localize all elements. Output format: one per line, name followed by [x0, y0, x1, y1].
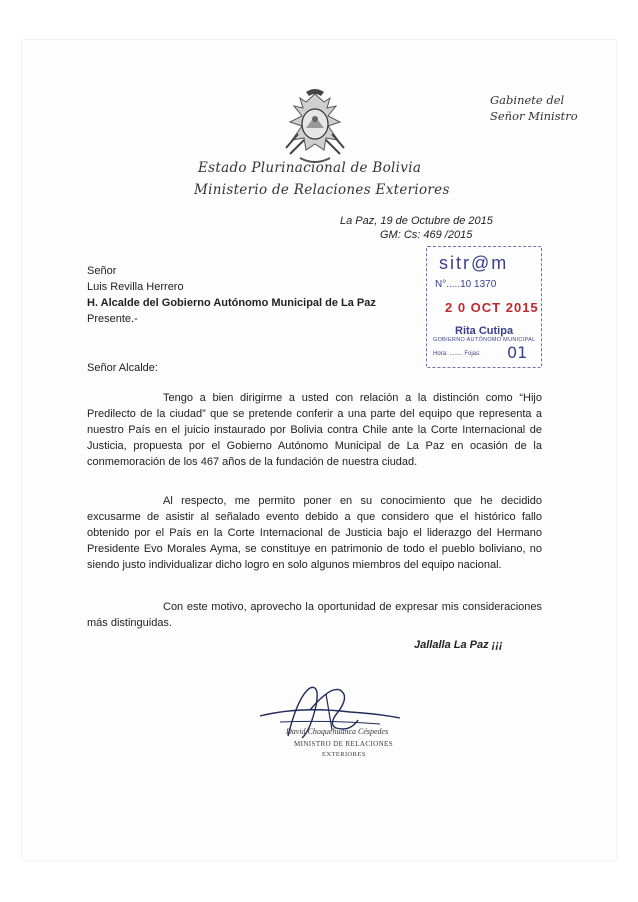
signature-name: David Choquehuanca Céspedes — [286, 727, 389, 736]
stamp-number: N°.....10 1370 — [435, 279, 497, 290]
paragraph-1-text: Tengo a bien dirigirme a usted con relación a la distinción como “Hijo Predilecto de la ciudad” que se pretende conferir a una parte del equipo que representa a nuestro País en el juicio instaurado por Bolivia contra Chile ante la Corte Internacional de Justicia, propuesta por el Gobierno Autónomo Municipal de La Paz en ocasión de la conmemoración de los 467 años de la fundación de nuestra ciudad. — [87, 392, 542, 468]
signature-title: MINISTRO DE RELACIONES — [294, 740, 394, 748]
recipient-presente: Presente.- — [87, 313, 138, 325]
stamp-logo: sitr@m — [439, 253, 509, 273]
greeting: Señor Alcalde: — [87, 362, 158, 374]
state-heading: Estado Plurinacional de Bolivia — [198, 160, 422, 176]
stamp-fojas: 01 — [507, 343, 528, 362]
date-line: La Paz, 19 de Octubre de 2015 — [340, 215, 493, 227]
cabinet-line1: Gabinete del — [490, 93, 565, 107]
stamp-date: 2 0 OCT 2015 — [445, 300, 539, 315]
recipient-salutation: Señor — [87, 265, 117, 277]
cabinet-label — [490, 92, 610, 124]
paragraph-2 — [87, 493, 542, 573]
reference-line: GM: Cs: 469 /2015 — [380, 229, 473, 241]
paragraph-1 — [87, 390, 542, 470]
reception-stamp — [426, 246, 542, 368]
coat-of-arms-icon — [276, 88, 354, 170]
closing-line: Jallalla La Paz ¡¡¡ — [414, 639, 503, 651]
signature-title-line2: EXTERIORES — [322, 751, 366, 758]
cabinet-line2: Señor Ministro — [490, 109, 578, 123]
recipient-name: Luis Revilla Herrero — [87, 281, 184, 293]
paragraph-2-text: Al respecto, me permito poner en su conocimiento que he decidido excusarme de asistir al señalado evento debido a que considero que el histórico fallo obtenido por el País en la Corte Internacional de Justicia bajo el liderazgo del Hermano Presidente Evo Morales Ayma, se constituye en patrimonio de todo el pueblo boliviano, no siendo justo individualizar dicho logro en solo algunos miembros del equipo nacional. — [87, 495, 542, 571]
paragraph-3-text: Con este motivo, aprovecho la oportunidad de expresar mis consideraciones más distinguidas. — [87, 601, 542, 629]
paragraph-3 — [87, 599, 542, 631]
stamp-hora: Hora: ........ Fojas: — [433, 351, 481, 357]
stamp-name: Rita Cutipa — [455, 325, 514, 337]
recipient-title: H. Alcalde del Gobierno Autónomo Municipal de La Paz — [87, 297, 376, 309]
recipient-block — [87, 263, 376, 327]
stamp-org: GOBIERNO AUTÓNOMO MUNICIPAL — [433, 337, 536, 343]
ministry-heading: Ministerio de Relaciones Exteriores — [194, 182, 450, 198]
